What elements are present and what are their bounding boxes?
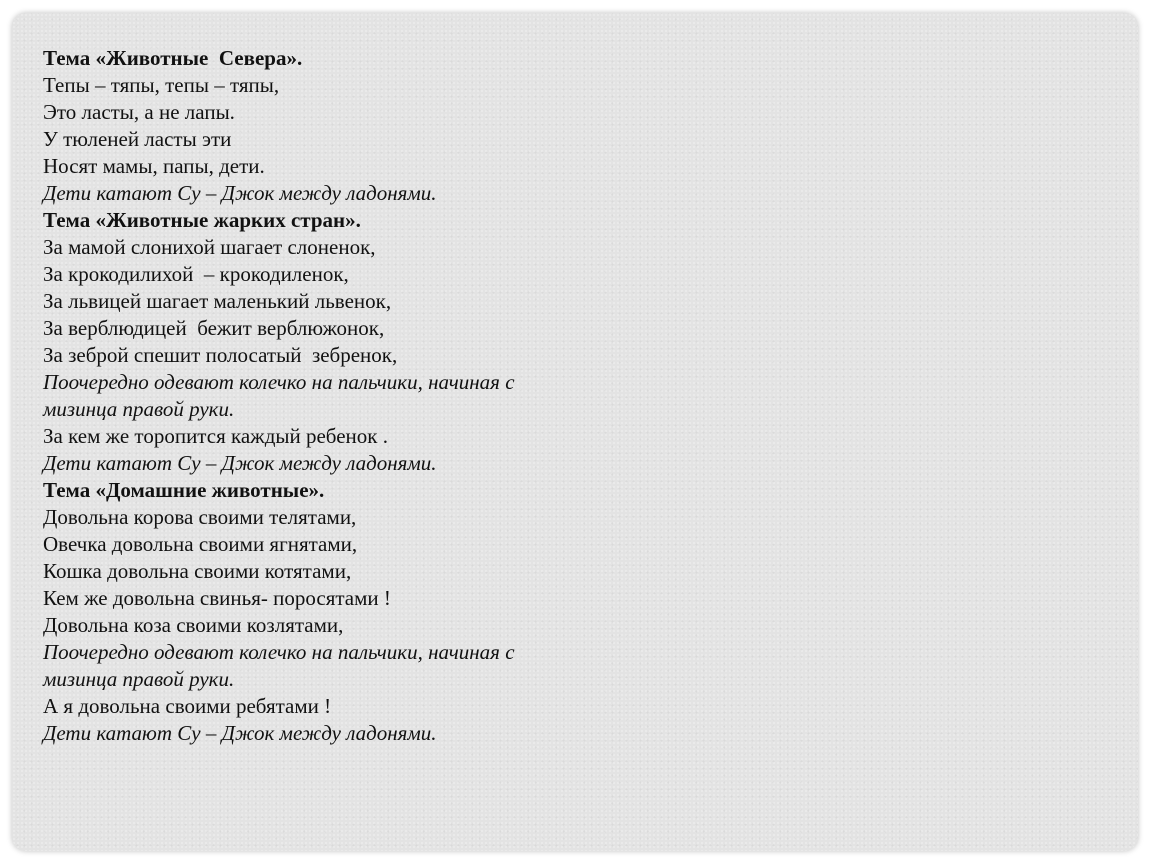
instruction-note: мизинца правой руки. (43, 397, 235, 421)
instruction-note: Поочередно одевают колечко на пальчики, начиная с (43, 370, 515, 394)
slide (12, 13, 1138, 851)
heading-hot-countries: Тема «Животные жарких стран». (43, 208, 361, 232)
verse-line: Довольна корова своими телятами, (43, 505, 357, 529)
verse-line: Кошка довольна своими котятами, (43, 559, 352, 583)
verse-line: Кем же довольна свинья- поросятами ! (43, 586, 391, 610)
instruction-note: Дети катают Су – Джок между ладонями. (43, 451, 437, 475)
poem-text-block (43, 45, 743, 747)
verse-line: За зеброй спешит полосатый зебренок, (43, 343, 398, 367)
verse-line: За крокодилихой – крокодиленок, (43, 262, 349, 286)
verse-line: Носят мамы, папы, дети. (43, 154, 265, 178)
verse-line: Тепы – тяпы, тепы – тяпы, (43, 73, 280, 97)
verse-line: За верблюдицей бежит верблюжонок, (43, 316, 385, 340)
instruction-note: Поочередно одевают колечко на пальчики, начиная с (43, 640, 515, 664)
verse-line: У тюленей ласты эти (43, 127, 232, 151)
verse-line: Довольна коза своими козлятами, (43, 613, 344, 637)
instruction-note: мизинца правой руки. (43, 667, 235, 691)
verse-line: Овечка довольна своими ягнятами, (43, 532, 358, 556)
heading-domestic: Тема «Домашние животные». (43, 478, 325, 502)
verse-line: А я довольна своими ребятами ! (43, 694, 332, 718)
verse-line: За львицей шагает маленький львенок, (43, 289, 392, 313)
heading-north: Тема «Животные Севера». (43, 46, 303, 70)
instruction-note: Дети катают Су – Джок между ладонями. (43, 181, 437, 205)
verse-line: За кем же торопится каждый ребенок . (43, 424, 388, 448)
verse-line: За мамой слонихой шагает слоненок, (43, 235, 376, 259)
instruction-note: Дети катают Су – Джок между ладонями. (43, 721, 437, 745)
verse-line: Это ласты, а не лапы. (43, 100, 235, 124)
